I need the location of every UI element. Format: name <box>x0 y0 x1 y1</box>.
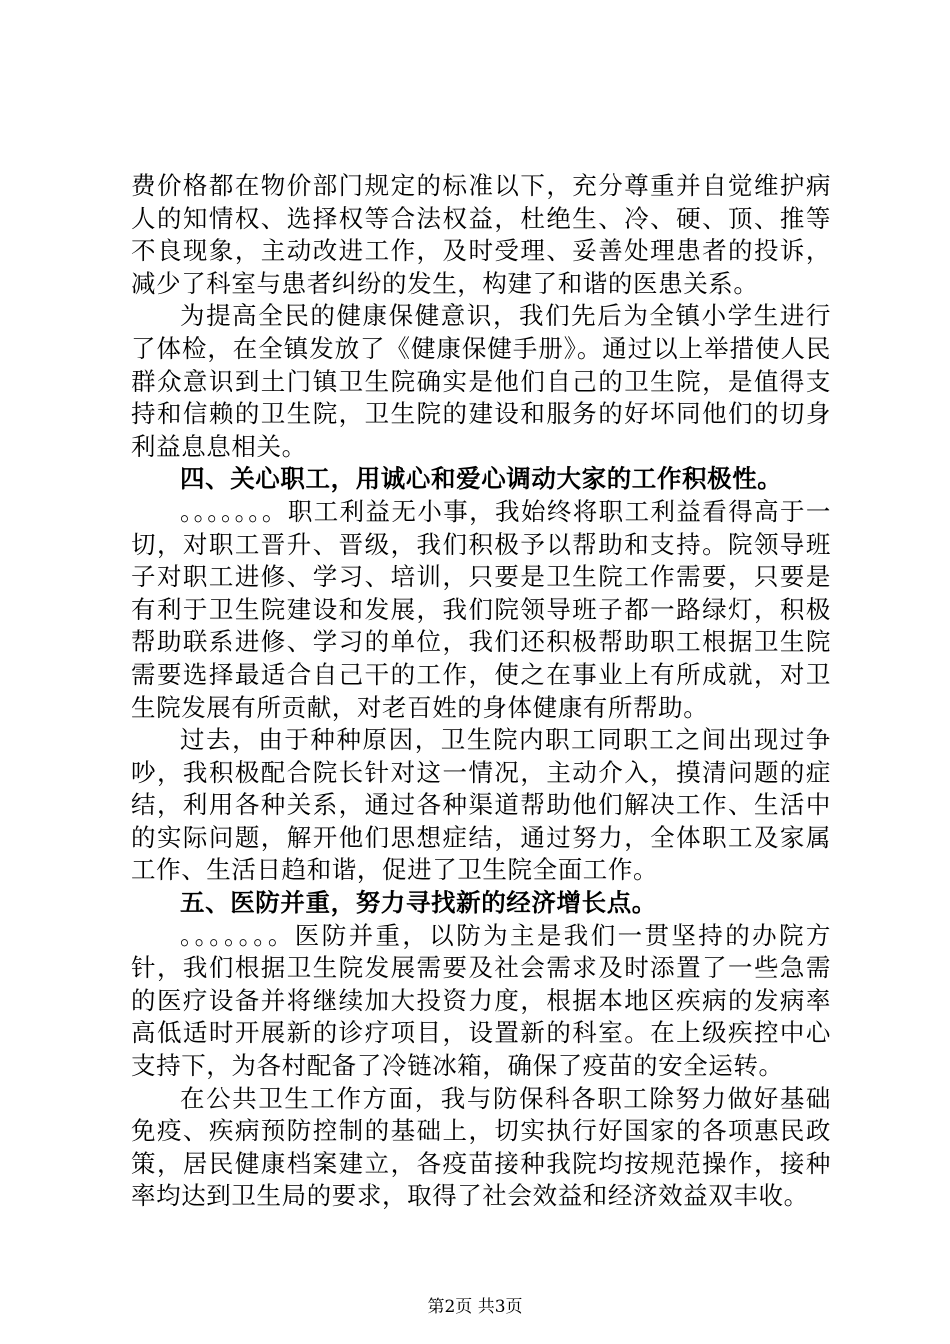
section-heading-4: 四、关心职工，用诚心和爱心调动大家的工作积极性。 <box>180 464 783 494</box>
paragraph-5: 。。。。。。。医防并重，以防为主是我们一贯坚持的办院方针，我们根据卫生院发展需要及社会需求及时添置了一些急需的医疗设备并将继续加大投资力度，根据本地区疾病的发病率高低适时开展新的诊疗项目，设置新的科室。在上级疾控中心支持下，为各村配备了冷链冰箱，确保了疫苗的安全运转。 <box>131 920 831 1081</box>
paragraph-6: 在公共卫生工作方面，我与防保科各职工除努力做好基础免疫、疾病预防控制的基础上，切实执行好国家的各项惠民政策，居民健康档案建立，各疫苗接种我院均按规范操作，接种率均达到卫生局的要求，取得了社会效益和经济效益双丰收。 <box>131 1083 831 1211</box>
paragraph-2: 为提高全民的健康保健意识，我们先后为全镇小学生进行了体检，在全镇发放了《健康保健手册》。通过以上举措使人民群众意识到土门镇卫生院确实是他们自己的卫生院，是值得支持和信赖的卫生院，卫生院的建设和服务的好坏同他们的切身利益息息相关。 <box>131 301 831 461</box>
paragraph-3: 。。。。。。。职工利益无小事，我始终将职工利益看得高于一切，对职工晋升、晋级，我们积极予以帮助和支持。院领导班子对职工进修、学习、培训，只要是卫生院工作需要，只要是有利于卫生院建设和发展，我们院领导班子都一路绿灯，积极帮助联系进修、学习的单位，我们还积极帮助职工根据卫生院需要选择最适合自己干的工作，使之在事业上有所成就，对卫生院发展有所贡献，对老百姓的身体健康有所帮助。 <box>131 496 831 722</box>
section-heading-5: 五、医防并重，努力寻找新的经济增长点。 <box>180 888 657 918</box>
document-body <box>131 170 831 1213</box>
paragraph-4: 过去，由于种种原因，卫生院内职工同职工之间出现过争吵，我积极配合院长针对这一情况，主动介入，摸清问题的症结，利用各种关系，通过各种渠道帮助他们解决工作、生活中的实际问题，解开他们思想症结，通过努力，全体职工及家属工作、生活日趋和谐，促进了卫生院全面工作。 <box>131 725 831 885</box>
page-number-footer: 第2页 共3页 <box>427 1297 523 1317</box>
paragraph-1: 费价格都在物价部门规定的标准以下，充分尊重并自觉维护病人的知情权、选择权等合法权益，杜绝生、冷、硬、顶、推等不良现象，主动改进工作，及时受理、妥善处理患者的投诉，减少了科室与患者纠纷的发生，构建了和谐的医患关系。 <box>131 171 831 298</box>
